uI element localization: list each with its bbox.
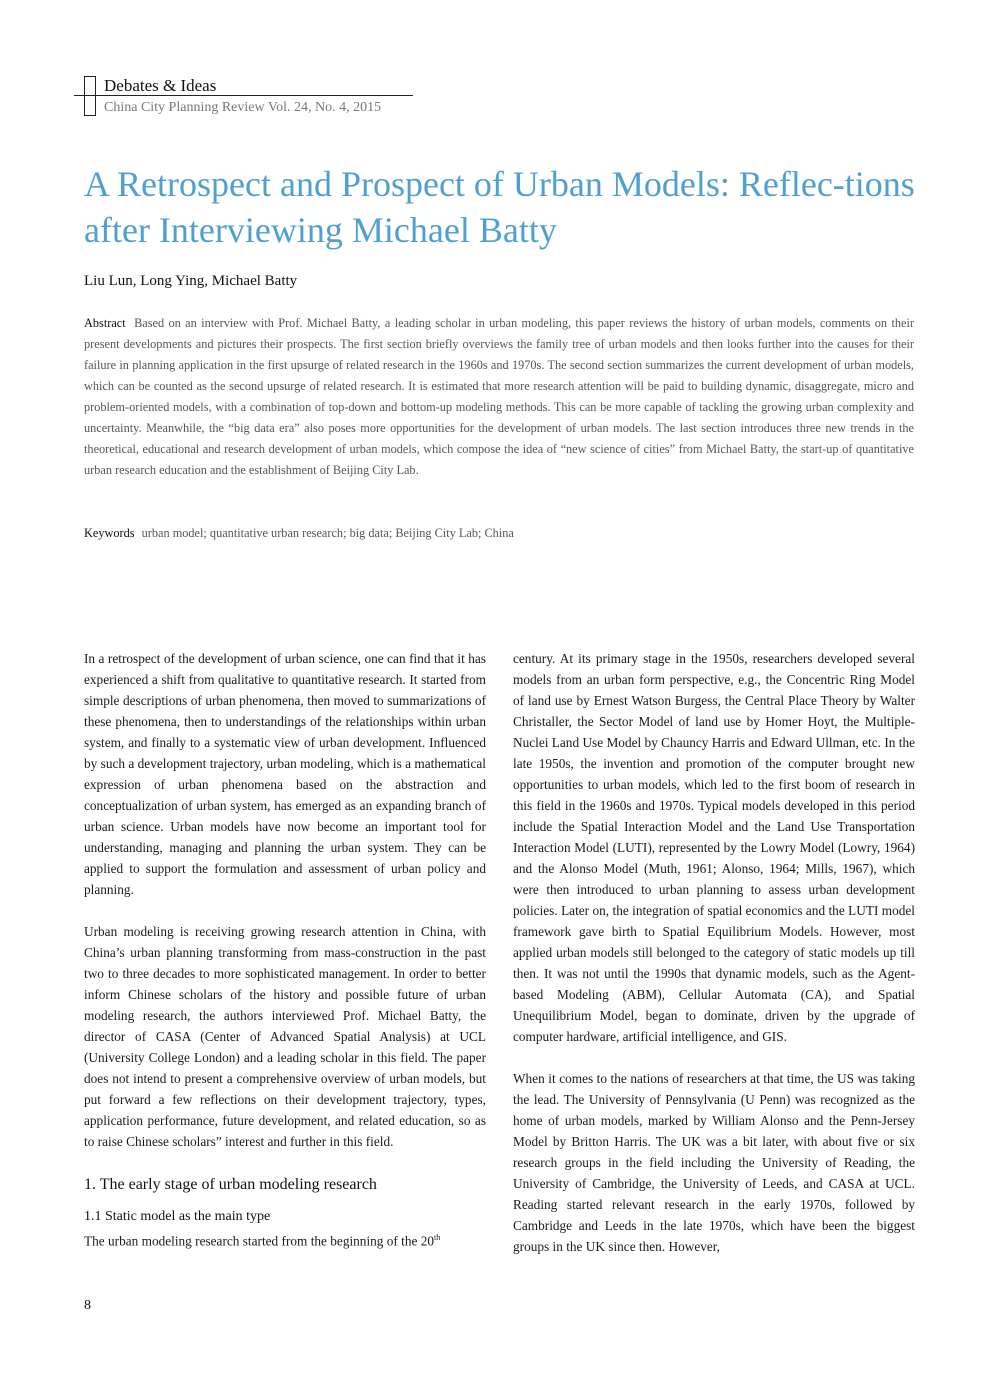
body-paragraph: century. At its primary stage in the 1950s, researchers developed several models from an urban form perspective, e.g., the Concentric Ring Model of land use by Ernest Watson Burgess, the Central Place Theory by Walter Christaller, the Sector Model of land use by Homer Hoyt, the Multiple-Nuclei Land Use Model by Chauncy Harris and Edward Ullman, etc. In the late 1950s, the invention and promotion of the computer brought new opportunities to urban models, which led to the first boom of research in this field in the 1960s and 1970s. Typical models developed in this period include the Spatial Interaction Model and the Land Use Transportation Interaction Model (LUTI), represented by the Lowry Model (Lowry, 1964) and the Alonso Model (Muth, 1961; Alonso, 1964; Mills, 1967), which were then introduced to urban planning to assess urban development policies. Later on, the integration of spatial economics and the LUTI model framework gave birth to Spatial Equilibrium Models. However, most applied urban models still belonged to the category of static models up till then. It was not until the 1990s that dynamic models, such as the Agent-based Modeling (ABM), Cellular Automata (CA), and Spatial Unequilibrium Model, began to dominate, driven by the upgrade of computer hardware, artificial intelligence, and GIS. [513, 651, 915, 1044]
body-column-left [84, 648, 486, 1251]
keywords [84, 523, 914, 544]
keywords-text: urban model; quantitative urban research; big data; Beijing City Lab; China [141, 526, 514, 540]
body-paragraph-text: The urban modeling research started from the beginning of the 20 [84, 1233, 435, 1249]
keywords-label: Keywords [84, 526, 135, 540]
body-paragraph: Urban modeling is receiving growing research attention in China, with China’s urban planning transforming from mass-construction in the past two to three decades to more sophisticated management. In order to better inform Chinese scholars of the history and possible future of urban modeling research, the authors interviewed Prof. Michael Batty, the director of CASA (Center of Advanced Spatial Analysis) at UCL (University College London) and a leading scholar in this field. The paper does not intend to present a comprehensive overview of urban models, but put forward a few reflections on their development trajectory, types, application performance, future development, and related education, so as to raise Chinese scholars” interest and further in this field. [84, 924, 486, 1149]
section-heading: 1. The early stage of urban modeling research [84, 1176, 377, 1193]
ordinal-superscript: th [434, 1233, 441, 1242]
author-list: Liu Lun, Long Ying, Michael Batty [84, 273, 298, 289]
section-label: Debates & Ideas [104, 76, 217, 95]
body-paragraph: In a retrospect of the development of urban science, one can find that it has experienced a shift from qualitative to quantitative research. It started from simple descriptions of urban phenomena, then moved to summarizations of these phenomena, then to understandings of the relationships within urban system, and finally to a systematic view of urban development. Influenced by such a development trajectory, urban modeling, which is a mathematical expression of urban phenomena based on the abstraction and conceptualization of urban system, has emerged as an expanding branch of urban science. Urban models have now become an important tool for understanding, managing and planning the urban system. They can be applied to support the formulation and assessment of urban policy and planning. [84, 651, 486, 897]
header-marker [84, 76, 96, 116]
journal-citation: China City Planning Review Vol. 24, No. 4, 2015 [104, 100, 382, 115]
abstract-text: Based on an interview with Prof. Michael Batty, a leading scholar in urban modeling, this paper reviews the history of urban models, comments on their present developments and pictures their prospects. The first section briefly overviews the family tree of urban models and then looks further into the causes for their failure in planning application in the first upsurge of related research in the 1960s and 1970s. The second section summarizes the current development of urban models, which can be counted as the second upsurge of related research. It is estimated that more research attention will be paid to building dynamic, disaggregate, micro and problem-oriented models, with a combination of top-down and bottom-up modeling methods. This can be more capable of tackling the growing urban complexity and uncertainty. Meanwhile, the “big data era” also poses more opportunities for the development of urban models. The last section introduces three new trends in the theoretical, educational and research development of urban models, which compose the idea of “new science of cities” from Michael Batty, the start-up of quantitative urban research education and the establishment of Beijing City Lab. [84, 316, 914, 477]
body-column-right [513, 648, 915, 1257]
subsection-heading: 1.1 Static model as the main type [84, 1209, 271, 1224]
page-number: 8 [84, 1298, 91, 1313]
body-paragraph: When it comes to the nations of researchers at that time, the US was taking the lead. The University of Pennsylvania (U Penn) was recognized as the home of urban models, marked by William Alonso and the Penn-Jersey Model by Britton Harris. The UK was a bit later, with about five or six research groups in the field including the University of Reading, the University of Cambridge, the University of Leeds, and CASA at UCL. Reading started relevant research in the early 1970s, followed by Cambridge and Leeds in the late 1970s, which have been the biggest groups in the UK since then. However, [513, 1071, 915, 1254]
abstract [84, 313, 914, 481]
paper-title: A Retrospect and Prospect of Urban Models: Reflec-tions after Interviewing Michael Batty [84, 164, 915, 250]
body-paragraph [84, 1227, 486, 1251]
abstract-label: Abstract [84, 316, 126, 330]
